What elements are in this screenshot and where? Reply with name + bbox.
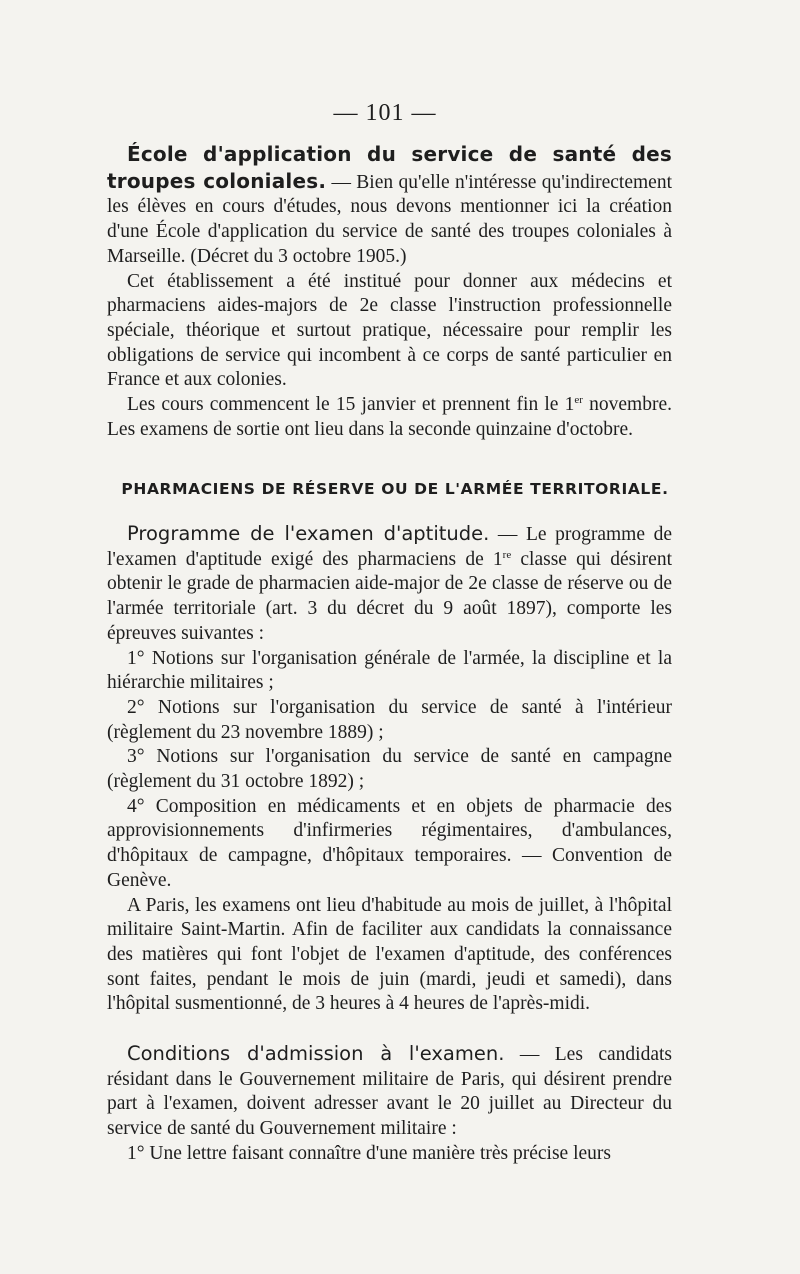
list-item: 1° Notions sur l'organisation générale de l'armée, la discipline et la hiérarchie militaires ; [107,647,672,694]
section-programme [107,522,672,1017]
list-item: 4° Composition en médicaments et en objets de pharmacie des approvisionnements d'infirmeries régimentaires, d'ambulances, d'hôpitaux de campagne, d'hôpitaux temporaires. — Convention de Genève. [107,795,672,891]
paragraph: Les cours commencent le 15 janvier et prennent fin le 1er novembre. Les examens de sortie ont lieu dans la seconde quinzaine d'octobre. [107,394,672,440]
list-item: 1° Une lettre faisant connaître d'une manière très précise leurs [127,1142,611,1164]
section-title: Programme de l'examen d'aptitude. [127,522,490,545]
paragraph: Cet établissement a été institué pour donner aux médecins et pharmaciens aides-majors de 2e classe l'instruction professionnelle spéciale, théorique et surtout pratique, nécessaire pour remplir les obligations de service qui incombent à ce corps de santé particulier en France et aux colonies. [107,270,672,391]
section-title: École d'application du service de santé des troupes coloniales. [107,142,672,193]
section-conditions [107,1042,672,1167]
section-title: Conditions d'admission à l'examen. [127,1042,505,1065]
paragraph: A Paris, les examens ont lieu d'habitude au mois de juillet, à l'hôpital militaire Saint-Martin. Afin de faciliter aux candidats la connaissance des matières qui font l'objet de l'examen d'aptitude, des conférences sont faites, pendant le mois de juin (mardi, jeudi et samedi), dans l'hôpital susmentionné, de 3 heures à 4 heures de l'après-midi. [107,894,672,1015]
paragraph-text: Bien qu'elle n'intéresse qu'indirectement les élèves en cours d'études, nous devons mentionner ici la création d'une École d'application du service de santé des troupes coloniales à Marseille. (Décret du 3 octobre 1905.) [107,171,672,267]
list-item: 2° Notions sur l'organisation du service de santé à l'intérieur (règlement du 23 novembre 1889) ; [107,696,672,743]
list-item: 3° Notions sur l'organisation du service de santé en campagne (règlement du 31 octobre 1892) ; [107,746,672,793]
section-ecole-application [107,142,672,442]
paragraph: Conditions d'admission à l'examen. — Les candidats résidant dans le Gouvernement militaire de Paris, qui désirent prendre part à l'examen, doivent adresser avant le 20 juillet au Directeur du service de santé du Gouvernement militaire : [107,1042,672,1140]
paragraph: École d'application du service de santé des troupes coloniales. — Bien qu'elle n'intéresse qu'indirectement les élèves en cours d'études, nous devons mentionner ici la création d'une École d'application du service de santé des troupes coloniales à Marseille. (Décret du 3 octobre 1905.) [107,142,672,267]
page-number: — 101 — [333,100,437,126]
paragraph: Programme de l'examen d'aptitude. — Le programme de l'examen d'aptitude exigé des pharmaciens de 1re classe qui désirent obtenir le grade de pharmacien aide-major de 2e classe de réserve ou de l'armée territoriale (art. 3 du décret du 9 août 1897), comporte les épreuves suivantes : [107,522,672,644]
chapter-heading: PHARMACIENS DE RÉSERVE OU DE L'ARMÉE TERRITORIALE. [121,480,669,498]
